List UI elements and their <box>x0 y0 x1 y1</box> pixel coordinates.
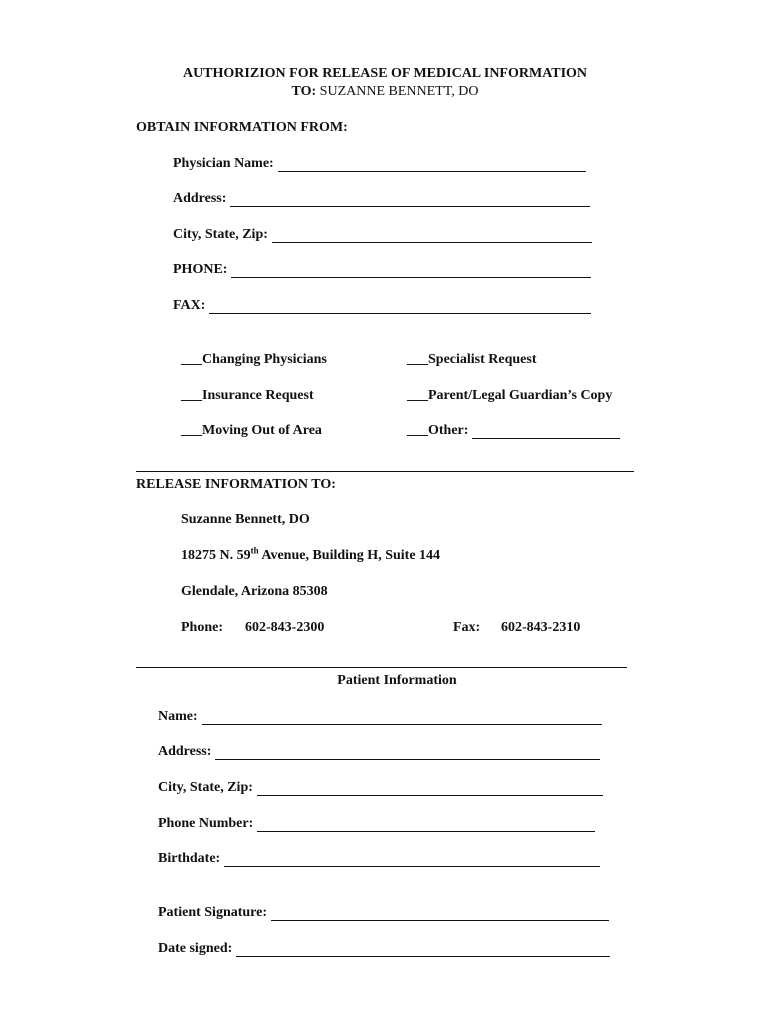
section-divider <box>136 471 634 472</box>
form-title: AUTHORIZION FOR RELEASE OF MEDICAL INFORMATION <box>182 66 588 81</box>
reason-blank[interactable]: ___ <box>181 388 202 403</box>
reason-changing-physicians[interactable] <box>181 352 327 368</box>
patient-address-line[interactable] <box>215 746 600 760</box>
addressee-line <box>0 84 770 100</box>
patient-address-field[interactable] <box>158 744 600 760</box>
physician-fax-label: FAX: <box>173 298 206 313</box>
patient-city-line[interactable] <box>257 782 603 796</box>
physician-city-line[interactable] <box>272 229 592 243</box>
patient-birthdate-line[interactable] <box>224 853 600 867</box>
physician-phone-label: PHONE: <box>173 262 228 277</box>
reason-other-line[interactable] <box>472 425 620 439</box>
reason-blank[interactable]: ___ <box>407 423 428 438</box>
reason-insurance-request[interactable] <box>181 388 314 404</box>
reason-specialist-request[interactable] <box>407 352 537 368</box>
physician-address-label: Address: <box>173 191 227 206</box>
section-divider <box>136 667 627 668</box>
patient-city-label: City, State, Zip: <box>158 780 253 795</box>
physician-city-label: City, State, Zip: <box>173 227 268 242</box>
to-label: TO: <box>291 84 317 99</box>
reason-label: Specialist Request <box>428 352 537 367</box>
reason-blank[interactable]: ___ <box>407 388 428 403</box>
reason-label: Moving Out of Area <box>202 423 322 438</box>
to-value: SUZANNE BENNETT, DO <box>319 84 479 99</box>
physician-city-field[interactable] <box>173 227 592 243</box>
reason-other[interactable] <box>407 423 620 439</box>
physician-name-field[interactable] <box>173 156 586 172</box>
physician-fax-line[interactable] <box>209 300 591 314</box>
patient-heading: Patient Information <box>337 673 457 688</box>
reason-blank[interactable]: ___ <box>181 352 202 367</box>
reason-label: Insurance Request <box>202 388 314 403</box>
reason-parent-copy[interactable] <box>407 388 612 404</box>
release-fax-label: Fax: <box>453 620 481 635</box>
patient-name-field[interactable] <box>158 709 602 725</box>
release-name: Suzanne Bennett, DO <box>181 512 310 527</box>
date-signed-line[interactable] <box>236 943 610 957</box>
physician-phone-line[interactable] <box>231 264 591 278</box>
date-signed-field[interactable] <box>158 941 610 957</box>
physician-fax-field[interactable] <box>173 298 591 314</box>
reason-label: Other: <box>428 423 469 438</box>
release-city: Glendale, Arizona 85308 <box>181 584 328 599</box>
reason-blank[interactable]: ___ <box>407 352 428 367</box>
patient-signature-line[interactable] <box>271 907 609 921</box>
patient-birthdate-label: Birthdate: <box>158 851 221 866</box>
reason-moving[interactable] <box>181 423 322 439</box>
patient-name-label: Name: <box>158 709 198 724</box>
date-signed-label: Date signed: <box>158 941 233 956</box>
patient-phone-field[interactable] <box>158 816 595 832</box>
patient-signature-label: Patient Signature: <box>158 905 268 920</box>
patient-name-line[interactable] <box>202 711 602 725</box>
physician-address-line[interactable] <box>230 193 590 207</box>
reason-label: Changing Physicians <box>202 352 327 367</box>
patient-phone-line[interactable] <box>257 818 595 832</box>
reason-blank[interactable]: ___ <box>181 423 202 438</box>
release-address: 18275 N. 59th Avenue, Building H, Suite 144 <box>181 545 441 563</box>
release-phone: 602-843-2300 <box>245 620 325 635</box>
patient-city-field[interactable] <box>158 780 603 796</box>
release-fax: 602-843-2310 <box>501 620 581 635</box>
physician-name-label: Physician Name: <box>173 156 274 171</box>
patient-address-label: Address: <box>158 744 212 759</box>
physician-address-field[interactable] <box>173 191 590 207</box>
release-heading: RELEASE INFORMATION TO: <box>136 477 336 492</box>
physician-phone-field[interactable] <box>173 262 591 278</box>
patient-phone-label: Phone Number: <box>158 816 254 831</box>
patient-birthdate-field[interactable] <box>158 851 600 867</box>
release-phone-label: Phone: <box>181 620 223 635</box>
obtain-heading: OBTAIN INFORMATION FROM: <box>136 120 348 135</box>
patient-signature-field[interactable] <box>158 905 609 921</box>
physician-name-line[interactable] <box>278 158 586 172</box>
reason-label: Parent/Legal Guardian’s Copy <box>428 388 613 403</box>
